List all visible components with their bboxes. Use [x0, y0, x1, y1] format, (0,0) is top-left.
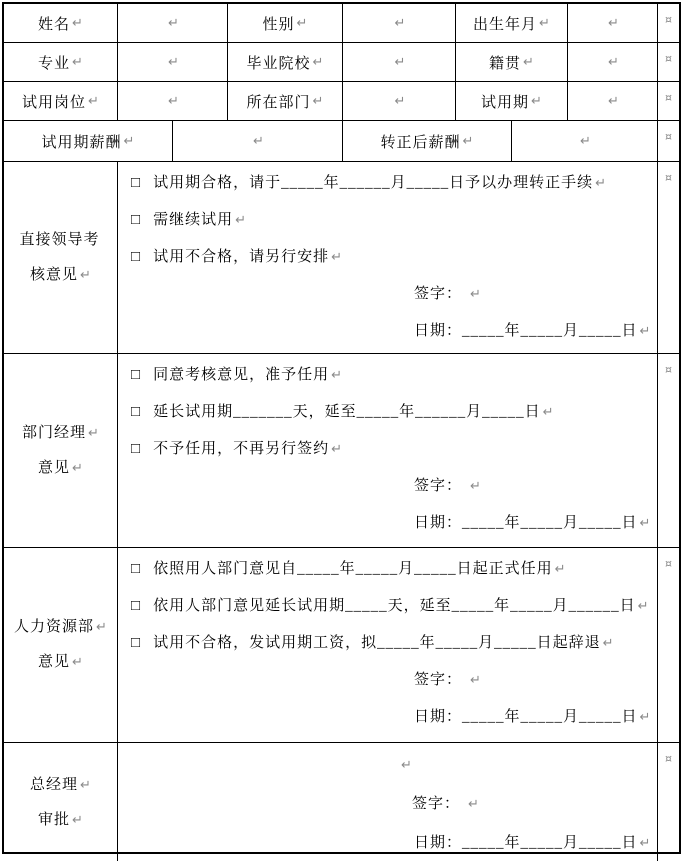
paragraph-mark-icon: ↵ [80, 267, 91, 283]
option-text: 依用人部门意见延长试用期_____天，延至_____年_____月______日 [153, 598, 636, 614]
checkbox-icon[interactable]: □ [131, 212, 142, 228]
paragraph-mark-icon: ↵ [331, 442, 342, 457]
row-salary [4, 121, 679, 162]
row-end-strip [658, 743, 679, 861]
paragraph-mark-icon: ↵ [123, 133, 135, 149]
paragraph-mark-icon: ↵ [253, 133, 264, 149]
section-title-line [38, 803, 83, 838]
trial-salary-label: 试用期薪酬 [41, 134, 122, 151]
section-title-line [38, 645, 83, 680]
option-line [118, 431, 657, 468]
option-text: 延长试用期_______天，延至_____年______月_____日 [153, 404, 541, 420]
section-title-text: 意见 [38, 459, 71, 476]
signature-line[interactable] [118, 468, 657, 505]
paragraph-mark-icon: ↵ [312, 93, 324, 109]
option-line [118, 394, 657, 431]
trial-salary-value-cell[interactable] [173, 121, 343, 161]
paragraph-mark-icon: ↵ [608, 54, 619, 70]
paragraph-mark-icon: ↵ [470, 287, 481, 302]
name-label-cell [4, 4, 118, 42]
trial-position-label-cell [4, 82, 118, 120]
end-of-row-mark-icon: ¤ [665, 13, 672, 26]
checkbox-icon[interactable]: □ [131, 367, 142, 383]
date-line[interactable] [118, 505, 657, 542]
checkbox-icon[interactable]: □ [131, 598, 142, 614]
gender-value-cell[interactable] [343, 4, 456, 42]
paragraph-mark-icon: ↵ [470, 673, 481, 688]
empty-paragraph-line [118, 746, 657, 785]
checkbox-icon[interactable]: □ [131, 175, 142, 191]
section-hr-content-cell [118, 548, 658, 742]
section-title-text: 部门经理 [22, 424, 87, 441]
trial-period-label-cell [456, 82, 568, 120]
option-line [118, 239, 657, 276]
checkbox-icon[interactable]: □ [131, 635, 142, 651]
row-end-strip [658, 82, 679, 120]
paragraph-mark-icon: ↵ [168, 15, 179, 31]
paragraph-mark-icon: ↵ [296, 15, 308, 31]
paragraph-mark-icon: ↵ [331, 250, 342, 265]
post-salary-label: 转正后薪酬 [380, 134, 461, 151]
row-name-gender-birth [4, 4, 679, 43]
section-title-text: 意见 [38, 654, 71, 670]
signature-label: 签字： [414, 478, 463, 494]
paragraph-mark-icon: ↵ [88, 93, 99, 109]
department-label-cell [228, 82, 343, 120]
paragraph-mark-icon: ↵ [331, 368, 342, 383]
row-major-school-native [4, 43, 679, 82]
section-title-text: 总经理 [30, 777, 79, 793]
option-line [118, 202, 657, 239]
signature-line[interactable] [118, 785, 657, 824]
paragraph-mark-icon: ↵ [523, 54, 534, 70]
paragraph-mark-icon: ↵ [72, 15, 83, 31]
option-text: 需继续试用 [153, 212, 234, 228]
paragraph-mark-icon: ↵ [639, 516, 651, 531]
date-line[interactable] [118, 313, 657, 350]
major-label-cell [4, 43, 118, 81]
paragraph-mark-icon: ↵ [96, 620, 107, 635]
name-label: 姓名 [38, 16, 71, 33]
birthdate-label-cell [456, 4, 568, 42]
date-label: 日期：_____年_____月_____日 [414, 515, 638, 531]
row-end-strip [658, 4, 679, 42]
post-salary-value-cell[interactable] [512, 121, 658, 161]
section-title-line [19, 223, 101, 258]
paragraph-mark-icon: ↵ [80, 778, 91, 793]
option-line [118, 165, 657, 202]
school-label-cell [228, 43, 343, 81]
section-direct-leader-title-cell [4, 162, 118, 353]
end-of-row-mark-icon: ¤ [665, 752, 672, 765]
native-place-value-cell[interactable] [568, 43, 658, 81]
signature-line[interactable] [118, 662, 657, 699]
end-of-row-mark-icon: ¤ [665, 557, 672, 570]
checkbox-icon[interactable]: □ [131, 404, 142, 420]
row-end-strip [658, 121, 679, 161]
signature-line[interactable] [118, 276, 657, 313]
section-title-line [14, 610, 107, 645]
row-position-dept-period [4, 82, 679, 121]
paragraph-mark-icon: ↵ [531, 93, 542, 109]
paragraph-mark-icon: ↵ [401, 758, 412, 773]
paragraph-mark-icon: ↵ [72, 655, 83, 670]
date-label: 日期：_____年_____月_____日 [414, 323, 638, 339]
date-label: 日期：_____年_____月_____日 [414, 709, 638, 725]
checkbox-icon[interactable]: □ [131, 249, 142, 265]
section-dept-manager-title-cell [4, 354, 118, 547]
section-title-text: 核意见 [30, 266, 79, 283]
end-of-row-mark-icon: ¤ [665, 52, 672, 65]
section-title-text: 直接领导考 [19, 231, 100, 248]
paragraph-mark-icon: ↵ [639, 324, 651, 339]
major-label: 专业 [38, 55, 71, 72]
trial-period-value-cell[interactable] [568, 82, 658, 120]
end-of-row-mark-icon: ¤ [665, 130, 672, 143]
signature-label: 签字： [412, 796, 461, 812]
signature-label: 签字： [414, 672, 463, 688]
probation-approval-form-table [2, 2, 681, 854]
paragraph-mark-icon: ↵ [394, 54, 406, 70]
paragraph-mark-icon: ↵ [312, 54, 324, 70]
paragraph-mark-icon: ↵ [468, 797, 479, 812]
option-line [118, 357, 657, 394]
end-of-row-mark-icon: ¤ [665, 91, 672, 104]
paragraph-mark-icon: ↵ [88, 425, 99, 441]
paragraph-mark-icon: ↵ [168, 93, 179, 109]
end-of-row-mark-icon: ¤ [665, 171, 672, 184]
trial-position-value-cell[interactable] [118, 82, 228, 120]
section-department-manager-opinion [4, 354, 679, 548]
paragraph-mark-icon: ↵ [462, 133, 474, 149]
paragraph-mark-icon: ↵ [602, 636, 614, 651]
department-value-cell[interactable] [343, 82, 456, 120]
paragraph-mark-icon: ↵ [394, 15, 406, 31]
paragraph-mark-icon: ↵ [595, 176, 606, 191]
department-label: 所在部门 [246, 94, 311, 111]
checkbox-icon[interactable]: □ [131, 561, 142, 577]
option-line [118, 588, 657, 625]
section-hr-title-cell [4, 548, 118, 742]
name-value-cell[interactable] [118, 4, 228, 42]
major-value-cell[interactable] [118, 43, 228, 81]
paragraph-mark-icon: ↵ [554, 562, 566, 577]
paragraph-mark-icon: ↵ [72, 460, 83, 476]
section-dept-manager-content-cell [118, 354, 658, 547]
paragraph-mark-icon: ↵ [542, 405, 554, 420]
paragraph-mark-icon: ↵ [608, 93, 619, 109]
checkbox-icon[interactable]: □ [131, 441, 142, 457]
paragraph-mark-icon: ↵ [72, 813, 83, 828]
paragraph-mark-icon: ↵ [608, 15, 619, 31]
section-title-line [30, 258, 91, 293]
row-end-strip [658, 548, 679, 742]
paragraph-mark-icon: ↵ [539, 15, 550, 31]
section-gm-content-cell[interactable] [118, 743, 658, 861]
paragraph-mark-icon: ↵ [72, 54, 83, 70]
native-place-label-cell [456, 43, 568, 81]
option-text: 试用不合格，发试用期工资，拟_____年_____月_____日起辞退 [153, 635, 601, 651]
paragraph-mark-icon: ↵ [639, 836, 651, 851]
paragraph-mark-icon: ↵ [394, 93, 406, 109]
section-direct-leader-content-cell [118, 162, 658, 353]
post-salary-label-cell [343, 121, 512, 161]
section-title-text: 人力资源部 [14, 619, 95, 635]
row-end-strip [658, 43, 679, 81]
section-gm-title-cell [4, 743, 118, 861]
option-text: 试用不合格，请另行安排 [153, 249, 330, 265]
school-label: 毕业院校 [246, 55, 311, 72]
section-title-line [38, 451, 83, 486]
paragraph-mark-icon: ↵ [235, 213, 246, 228]
section-direct-leader-review [4, 162, 679, 354]
paragraph-mark-icon: ↵ [168, 54, 179, 70]
row-end-strip [658, 354, 679, 547]
trial-salary-label-cell [4, 121, 173, 161]
option-text: 依照用人部门意见自_____年_____月_____日起正式任用 [153, 561, 553, 577]
end-of-row-mark-icon: ¤ [665, 363, 672, 376]
section-title-line [30, 768, 91, 803]
option-line [118, 551, 657, 588]
date-label: 日期：_____年_____月_____日 [414, 835, 638, 851]
paragraph-mark-icon: ↵ [637, 599, 649, 614]
option-text: 不予任用，不再另行签约 [153, 441, 330, 457]
paragraph-mark-icon: ↵ [639, 710, 651, 725]
section-title-text: 审批 [38, 812, 71, 828]
trial-period-label: 试用期 [481, 94, 530, 111]
signature-label: 签字： [414, 286, 463, 302]
option-text: 同意考核意见，准予任用 [153, 367, 330, 383]
option-text: 试用期合格，请于_____年______月_____日予以办理转正手续 [153, 175, 594, 191]
section-general-manager-approval [4, 743, 679, 861]
row-end-strip [658, 162, 679, 353]
paragraph-mark-icon: ↵ [580, 133, 591, 149]
native-place-label: 籍贯 [489, 55, 522, 72]
date-line[interactable] [118, 699, 657, 736]
gender-label-cell [228, 4, 343, 42]
birthdate-label: 出生年月 [473, 16, 538, 33]
section-title-line [22, 416, 99, 451]
date-line[interactable] [118, 824, 657, 861]
trial-position-label: 试用岗位 [22, 94, 87, 111]
school-value-cell[interactable] [343, 43, 456, 81]
paragraph-mark-icon: ↵ [470, 479, 481, 494]
option-line [118, 625, 657, 662]
birthdate-value-cell[interactable] [568, 4, 658, 42]
section-hr-opinion [4, 548, 679, 743]
gender-label: 性别 [262, 16, 295, 33]
